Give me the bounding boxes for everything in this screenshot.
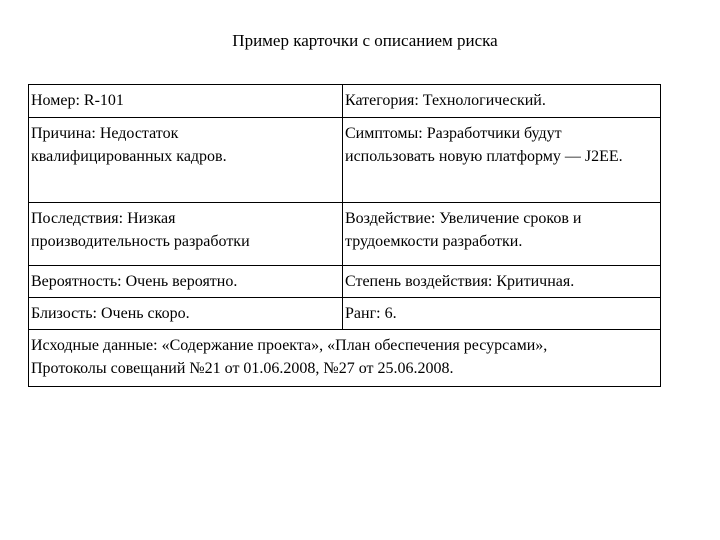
table-row — [29, 266, 661, 298]
risk-impact-line-2: трудоемкости разработки. — [345, 233, 523, 250]
risk-cause-line-2: квалифицированных кадров. — [31, 148, 227, 165]
table-row — [29, 330, 661, 387]
risk-consequences-line-1: Последствия: Низкая — [31, 210, 176, 227]
risk-probability-cell — [29, 266, 343, 298]
risk-sources-line-2: Протоколы совещаний №21 от 01.06.2008, №27 от 25.06.2008. — [31, 360, 454, 377]
table-row — [29, 118, 661, 203]
risk-sources-line-1: Исходные данные: «Содержание проекта», «План обеспечения ресурсами», — [31, 337, 548, 354]
risk-card-table — [28, 84, 661, 387]
risk-impact-cell — [343, 203, 661, 266]
risk-proximity: Близость: Очень скоро. — [31, 305, 190, 322]
risk-rank-cell — [343, 298, 661, 330]
risk-symptoms-cell — [343, 118, 661, 203]
risk-severity-cell — [343, 266, 661, 298]
table-row — [29, 203, 661, 266]
risk-cause-cell — [29, 118, 343, 203]
table-row — [29, 298, 661, 330]
page-title: Пример карточки с описанием риска — [232, 31, 498, 50]
risk-category-cell — [343, 85, 661, 118]
risk-consequences-cell — [29, 203, 343, 266]
risk-category: Категория: Технологический. — [345, 92, 546, 109]
table-row — [29, 85, 661, 118]
risk-cause-line-1: Причина: Недостаток — [31, 125, 179, 142]
risk-number-cell — [29, 85, 343, 118]
risk-probability: Вероятность: Очень вероятно. — [31, 273, 238, 290]
risk-symptoms-line-1: Симптомы: Разработчики будут — [345, 125, 562, 142]
risk-rank: Ранг: 6. — [345, 305, 397, 322]
risk-impact-line-1: Воздействие: Увеличение сроков и — [345, 210, 582, 227]
risk-consequences-line-2: производительность разработки — [31, 233, 250, 250]
risk-sources-cell — [29, 330, 661, 387]
risk-number: Номер: R-101 — [31, 92, 124, 109]
risk-symptoms-line-2: использовать новую платформу — J2EE. — [345, 148, 623, 165]
risk-proximity-cell — [29, 298, 343, 330]
risk-severity: Степень воздействия: Критичная. — [345, 273, 575, 290]
